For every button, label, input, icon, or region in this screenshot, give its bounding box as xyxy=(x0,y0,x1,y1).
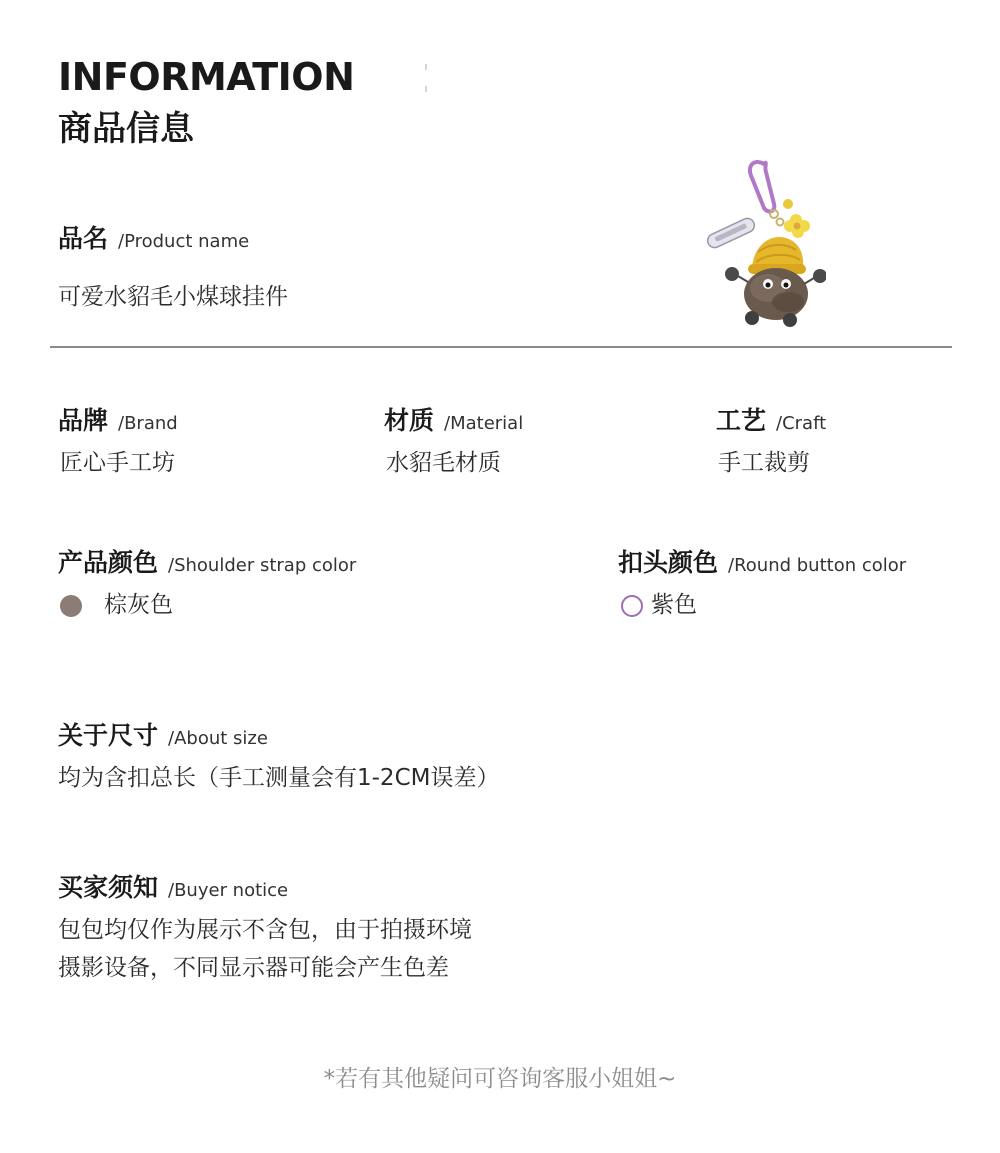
craft-heading xyxy=(716,401,826,437)
product-name-value: 可爱水貂毛小煤球挂件 xyxy=(58,284,288,310)
craft-value: 手工裁剪 xyxy=(718,450,810,476)
buyer-notice-line: 包包均仅作为展示不含包，由于拍摄环境 xyxy=(58,917,472,943)
product-color-value: 棕灰色 xyxy=(104,592,173,618)
page-title-cn: 商品信息 xyxy=(58,109,194,149)
buyer-notice-line: 摄影设备，不同显示器可能会产生色差 xyxy=(58,955,449,981)
scan-speck xyxy=(425,86,427,92)
craft-label-en: /Craft xyxy=(776,413,827,434)
product-color-label-cn: 产品颜色 xyxy=(58,548,159,577)
size-label-en: /About size xyxy=(168,728,268,749)
buyer-notice-label-en: /Buyer notice xyxy=(168,880,289,901)
buckle-color-label-cn: 扣头颜色 xyxy=(618,548,719,577)
brand-heading xyxy=(58,401,178,437)
buyer-notice-heading xyxy=(58,868,288,904)
product-keychain-image xyxy=(696,156,826,331)
product-color-heading xyxy=(58,543,356,579)
material-label-cn: 材质 xyxy=(384,406,435,435)
footer-note: *若有其他疑问可咨询客服小姐姐~ xyxy=(323,1066,677,1092)
product-name-label-en: /Product name xyxy=(118,231,250,252)
section-divider xyxy=(50,346,952,348)
material-heading xyxy=(384,401,523,437)
material-value: 水貂毛材质 xyxy=(386,450,501,476)
material-label-en: /Material xyxy=(444,413,524,434)
size-heading xyxy=(58,716,268,752)
brown-grey-color-swatch xyxy=(60,595,82,617)
product-name-label-cn: 品名 xyxy=(58,224,109,253)
buckle-color-label-en: /Round button color xyxy=(728,555,907,576)
buckle-color-value: 紫色 xyxy=(651,592,697,618)
purple-color-swatch xyxy=(621,595,643,617)
brand-label-en: /Brand xyxy=(118,413,178,434)
size-value: 均为含扣总长（手工测量会有1-2CM误差） xyxy=(58,765,500,791)
brand-label-cn: 品牌 xyxy=(58,406,109,435)
brand-value: 匠心手工坊 xyxy=(60,450,175,476)
buckle-color-heading xyxy=(618,543,906,579)
craft-label-cn: 工艺 xyxy=(716,406,767,435)
size-label-cn: 关于尺寸 xyxy=(58,721,159,750)
buyer-notice-label-cn: 买家须知 xyxy=(58,873,159,902)
scan-speck xyxy=(425,64,427,70)
product-color-label-en: /Shoulder strap color xyxy=(168,555,357,576)
product-name-heading xyxy=(58,219,249,255)
page-title-en: INFORMATION xyxy=(58,55,355,99)
